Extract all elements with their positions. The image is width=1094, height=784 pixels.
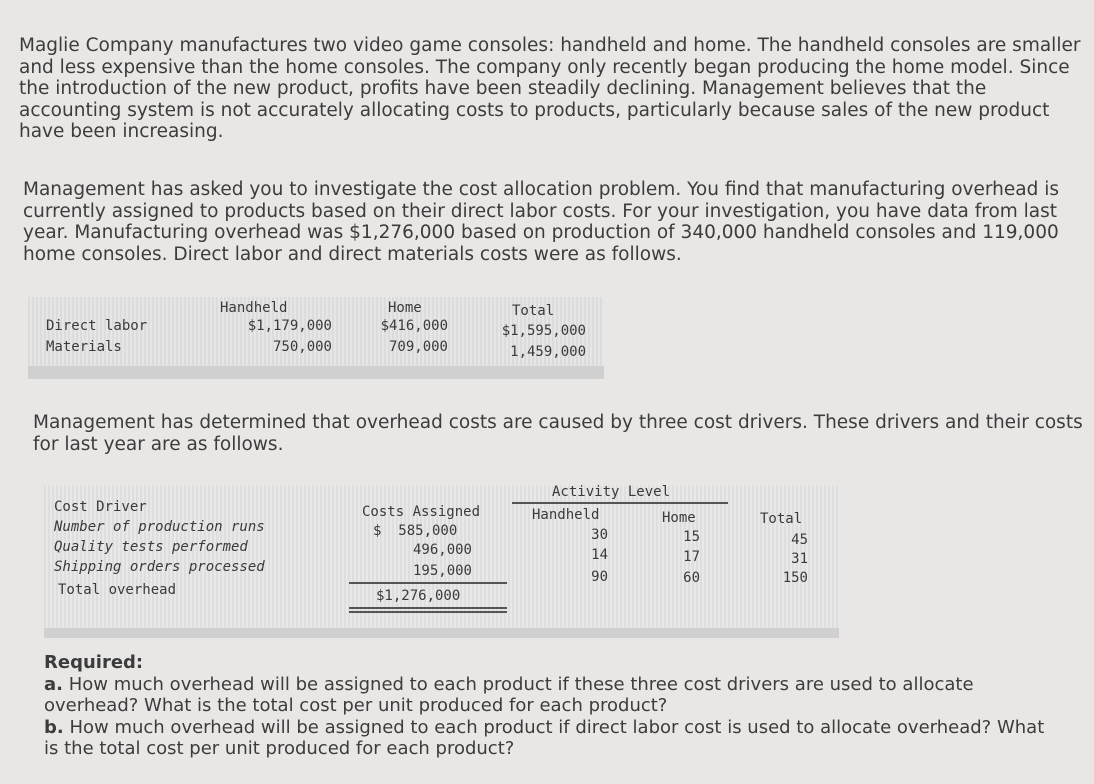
header-handheld: Handheld — [220, 300, 288, 316]
driver-total: 31 — [791, 551, 808, 567]
table-bottom-band — [28, 366, 604, 379]
header-home: Home — [662, 510, 696, 526]
required-b-line-2: is the total cost per unit produced for each product? — [44, 738, 515, 759]
required-a-line-1 — [44, 674, 1084, 696]
cost-driver-table — [44, 486, 839, 638]
required-section — [44, 652, 1084, 760]
driver-total: 45 — [791, 532, 808, 548]
required-title: Required: — [44, 652, 144, 673]
required-b-prefix: b. — [44, 716, 64, 738]
header-activity-level: Activity Level — [552, 484, 671, 500]
total-rule-1 — [349, 607, 507, 609]
cell-total: $1,595,000 — [501, 323, 586, 339]
total-overhead-label: Total overhead — [58, 582, 177, 598]
required-a-text: How much overhead will be assigned to each product if these three cost drivers are used to allocate — [68, 673, 974, 695]
driver-home: 60 — [683, 570, 700, 586]
intro-paragraph-2: Management has asked you to investigate the cost allocation problem. You find that manufacturing overhead is currently assigned to products based on their direct labor costs. For your investigation, you have data from last year. Manufacturing overhead was $1,276,000 based on production of 340,000 handheld consoles and 119,000 home consoles. Direct labor and direct materials costs were as follows. — [23, 179, 1059, 265]
driver-handheld: 90 — [591, 569, 608, 585]
header-home: Home — [388, 300, 422, 316]
row-label: Direct labor — [46, 318, 148, 334]
driver-home: 17 — [683, 549, 700, 565]
header-cost-driver: Cost Driver — [54, 499, 147, 515]
driver-home: 15 — [683, 529, 700, 545]
driver-label: Quality tests performed — [54, 539, 248, 555]
subtotal-rule — [349, 582, 507, 584]
intro-paragraph-3: Management has determined that overhead costs are caused by three cost drivers. These drivers and their costs for last year are as follows. — [33, 412, 1083, 455]
required-a-line-2: overhead? What is the total cost per unit produced for each product? — [44, 695, 668, 716]
driver-handheld: 14 — [591, 547, 608, 563]
cell-handheld: 750,000 — [272, 339, 332, 355]
header-total: Total — [760, 511, 803, 527]
table-bottom-band — [44, 628, 839, 638]
cell-home: 709,000 — [388, 339, 448, 355]
header-total: Total — [512, 303, 555, 319]
activity-underline — [512, 502, 728, 504]
total-overhead-value: $1,276,000 — [376, 588, 461, 604]
driver-total: 150 — [782, 570, 808, 586]
driver-label: Shipping orders processed — [54, 559, 265, 575]
required-a-prefix: a. — [44, 673, 63, 695]
driver-label: Number of production runs — [54, 519, 265, 535]
driver-handheld: 30 — [591, 527, 608, 543]
cell-total: 1,459,000 — [510, 344, 586, 360]
required-b-text: How much overhead will be assigned to each product if direct labor cost is used to allocate overhead? What — [69, 716, 1045, 738]
cell-handheld: $1,179,000 — [247, 318, 332, 334]
header-costs-assigned: Costs Assigned — [362, 504, 481, 520]
driver-cost: 496,000 — [412, 542, 472, 558]
header-handheld: Handheld — [532, 507, 600, 523]
driver-cost: 195,000 — [412, 563, 472, 579]
row-label: Materials — [46, 339, 122, 355]
intro-paragraph-1: Maglie Company manufactures two video game consoles: handheld and home. The handheld consoles are smaller and less expensive than the home consoles. The company only recently began producing the home model. Since the introduction of the new product, profits have been steadily declining. Management believes that the accounting system is not accurately allocating costs to products, particularly because sales of the new product have been increasing. — [19, 35, 1081, 142]
direct-costs-table — [28, 297, 604, 379]
driver-cost: $ 585,000 — [373, 523, 458, 539]
total-rule-2 — [349, 611, 507, 613]
required-b-line-1 — [44, 717, 1084, 739]
cell-home: $416,000 — [380, 318, 448, 334]
